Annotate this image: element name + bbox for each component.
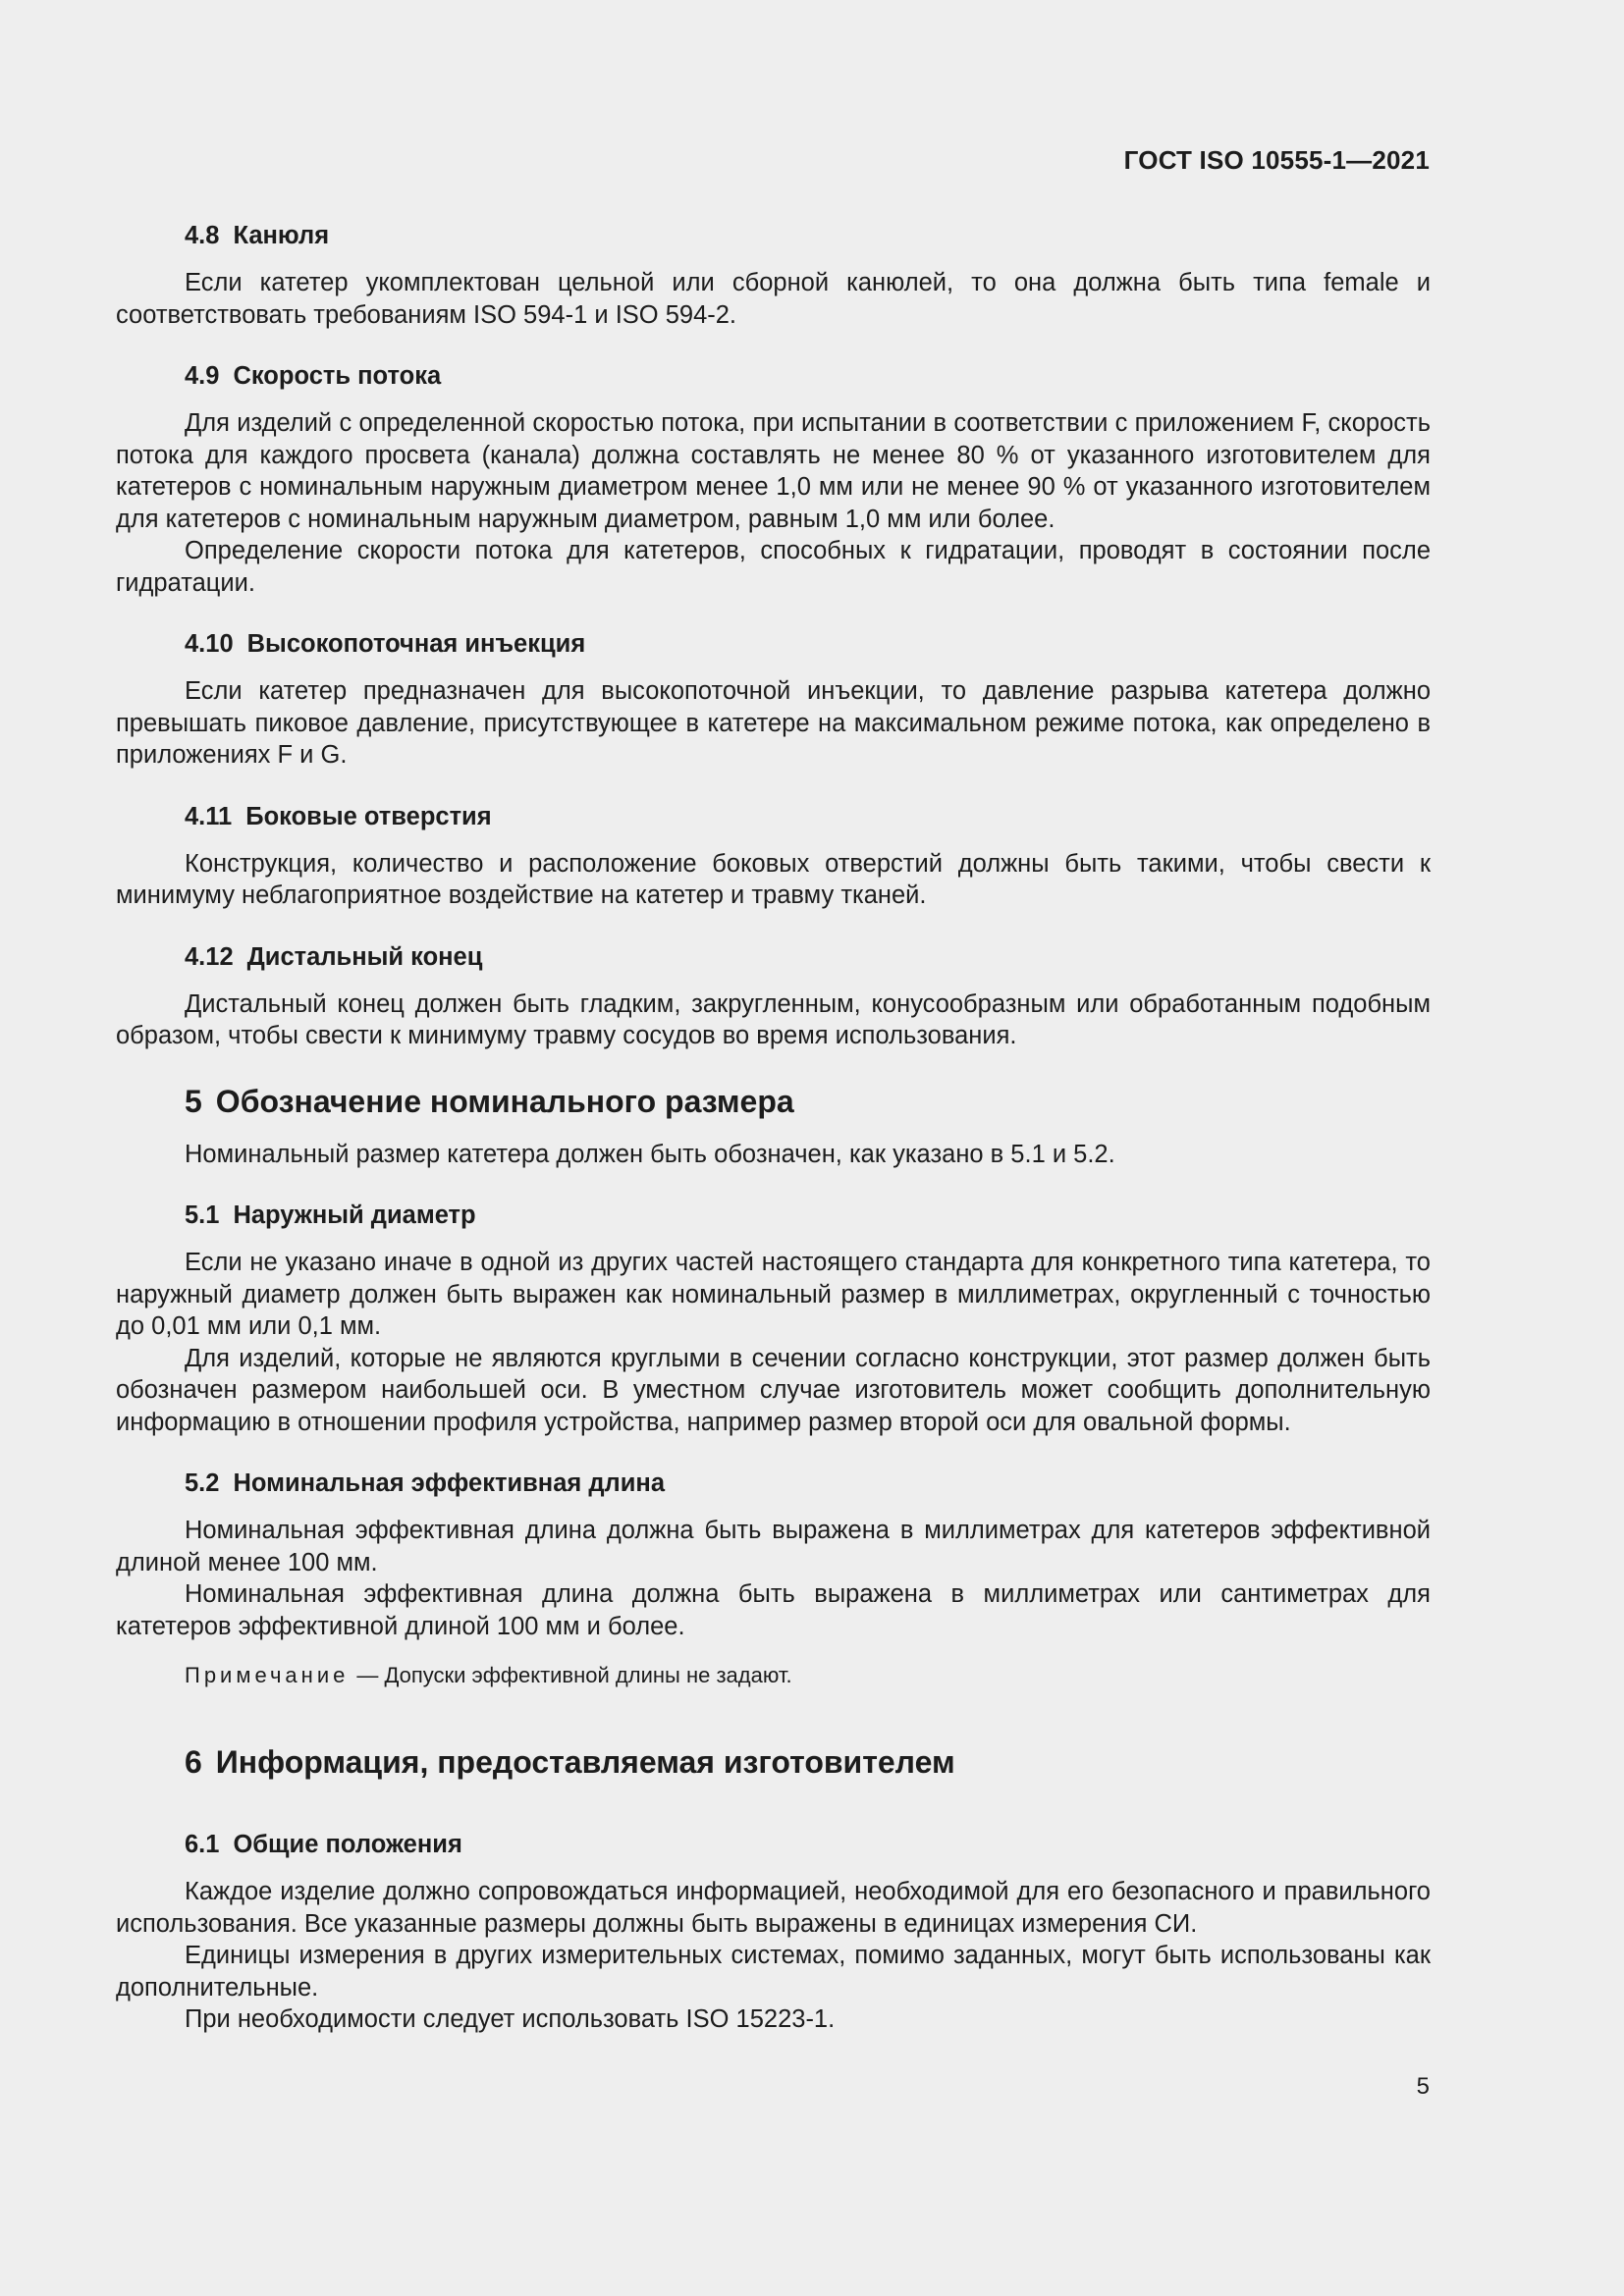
paragraph: Единицы измерения в других измерительных системах, помимо заданных, могут быть использованы как дополнительные. <box>116 1942 1431 2002</box>
paragraph: Для изделий с определенной скоростью потока, при испытании в соответствии с приложением F, скорость потока для каждого просвета (канала) должна составлять не менее 80 % от указанного изготовителем для катетеров с номинальным наружным диаметром менее 1,0 мм или не менее 90 % от указанного изготовителем для катетеров с номинальным наружным диаметром, равным 1,0 мм или более. <box>116 409 1431 533</box>
section-4-10-heading <box>116 626 1431 662</box>
section-title: Канюля <box>233 222 330 249</box>
section-title: Обозначение номинального размера <box>215 1083 794 1119</box>
section-number: 4.10 <box>185 630 234 658</box>
section-number: 5.2 <box>185 1469 220 1497</box>
section-title: Номинальная эффективная длина <box>233 1469 666 1497</box>
section-number: 4.11 <box>185 802 233 830</box>
section-number: 4.12 <box>185 942 234 971</box>
section-5-heading <box>116 1080 1431 1123</box>
section-number: 6.1 <box>185 1831 220 1858</box>
paragraph: Каждое изделие должно сопровождаться информацией, необходимой для его безопасного и правильного использования. Все указанные размеры должны быть выражены в единицах измерения СИ. <box>116 1878 1431 1938</box>
section-4-8-heading <box>116 218 1431 253</box>
page-number: 5 <box>1416 2073 1430 2100</box>
section-title: Дистальный конец <box>246 942 483 971</box>
section-title: Информация, предоставляемая изготовителем <box>215 1744 955 1780</box>
section-6-1-heading <box>116 1827 1431 1862</box>
section-5-1-heading <box>116 1198 1431 1233</box>
section-title: Скорость потока <box>233 362 442 390</box>
section-number: 5.1 <box>185 1201 220 1229</box>
paragraph: Номинальная эффективная длина должна быть выражена в миллиметрах для катетеров эффективной длиной менее 100 мм. <box>116 1517 1431 1576</box>
paragraph: Если не указано иначе в одной из других частей настоящего стандарта для конкретного типа катетера, то наружный диаметр должен быть выражен как номинальный размер в миллиметрах, округленный с точностью до 0,01 мм или 0,1 мм. <box>116 1249 1431 1340</box>
page-content <box>116 218 1431 2036</box>
section-4-12-heading <box>116 939 1431 975</box>
paragraph: При необходимости следует использовать ISO 15223-1. <box>185 2005 836 2033</box>
section-5-2-heading <box>116 1466 1431 1501</box>
section-title: Боковые отверстия <box>245 802 492 830</box>
section-number: 4.8 <box>185 222 220 249</box>
paragraph: Номинальный размер катетера должен быть обозначен, как указано в 5.1 и 5.2. <box>185 1140 1115 1168</box>
paragraph: Конструкция, количество и расположение боковых отверстий должны быть такими, чтобы свести к минимуму неблагоприятное воздействие на катетер и травму тканей. <box>116 849 1431 909</box>
note <box>116 1660 1431 1691</box>
section-title: Наружный диаметр <box>233 1201 476 1229</box>
paragraph: Номинальная эффективная длина должна быть выражена в миллиметрах или сантиметрах для катетеров эффективной длиной 100 мм и более. <box>116 1580 1431 1640</box>
section-6-heading <box>116 1740 1431 1784</box>
section-number: 5 <box>185 1083 202 1119</box>
paragraph: Если катетер предназначен для высокопоточной инъекции, то давление разрыва катетера должно превышать пиковое давление, присутствующее в катетере на максимальном режиме потока, как определено в приложениях F и G. <box>116 677 1431 769</box>
document-code: ГОСТ ISO 10555-1—2021 <box>1123 145 1430 175</box>
section-4-11-heading <box>116 799 1431 834</box>
note-text: — Допуски эффективной длины не задают. <box>356 1663 792 1687</box>
paragraph: Если катетер укомплектован цельной или сборной канюлей, то она должна быть типа female и соответствовать требованиям ISO 594-1 и ISO 594-2. <box>116 269 1431 329</box>
paragraph: Определение скорости потока для катетеров, способных к гидратации, проводят в состоянии после гидратации. <box>116 537 1431 597</box>
section-title: Высокопоточная инъекция <box>246 630 586 658</box>
note-label: Примечание <box>185 1663 350 1687</box>
section-title: Общие положения <box>233 1831 462 1858</box>
section-4-9-heading <box>116 358 1431 394</box>
section-number: 6 <box>185 1744 202 1780</box>
paragraph: Для изделий, которые не являются круглыми в сечении согласно конструкции, этот размер должен быть обозначен размером наибольшей оси. В уместном случае изготовитель может сообщить дополнительную информацию в отношении профиля устройства, например размер второй оси для овальной формы. <box>116 1344 1431 1436</box>
section-number: 4.9 <box>185 362 220 390</box>
paragraph: Дистальный конец должен быть гладким, закругленным, конусообразным или обработанным подобным образом, чтобы свести к минимуму травму сосудов во время использования. <box>116 989 1431 1049</box>
